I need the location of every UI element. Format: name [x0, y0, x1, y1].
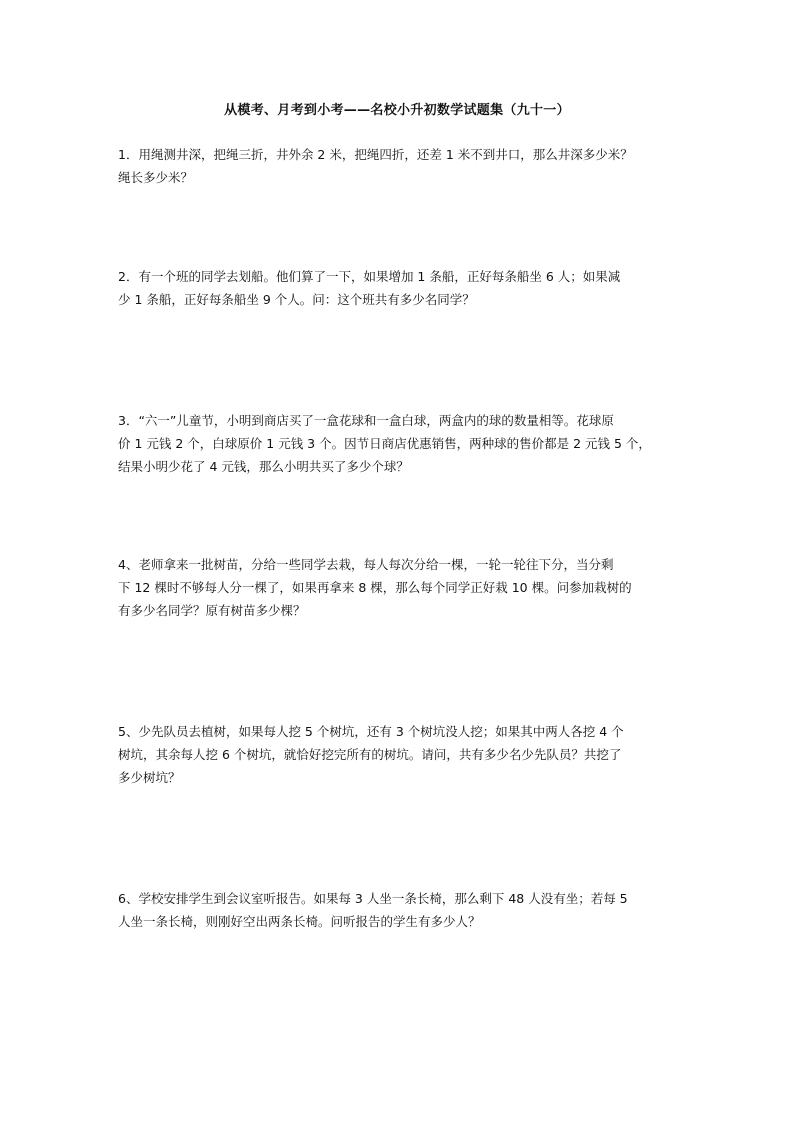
question-line: 4、老师拿来一批树苗，分给一些同学去栽，每人每次分给一棵，一轮一轮往下分，当分剩 [118, 557, 614, 572]
question-line: 6、学校安排学生到会议室听报告。如果每 3 人坐一条长椅，那么剩下 48 人没有坐；若每 5 [118, 891, 628, 906]
question-line: 3．“六一”儿童节，小明到商店买了一盒花球和一盒白球，两盒内的球的数量相等。花球原 [118, 413, 614, 428]
question-2 [118, 265, 678, 311]
question-line: 有多少名同学？原有树苗多少棵？ [118, 603, 306, 618]
question-line: 少 1 条船，正好每条船坐 9 个人。问：这个班共有多少名同学？ [118, 292, 475, 307]
question-line: 2．有一个班的同学去划船。他们算了一下，如果增加 1 条船，正好每条船坐 6 人；如果减 [118, 269, 621, 284]
question-line: 价 1 元钱 2 个，白球原价 1 元钱 3 个。因节日商店优惠销售，两种球的售价都是 2 元钱 5 个， [118, 436, 651, 451]
question-line: 下 12 棵时不够每人分一棵了，如果再拿来 8 棵，那么每个同学正好栽 10 棵。问参加栽树的 [118, 580, 632, 595]
question-3 [118, 409, 678, 478]
question-6 [118, 887, 678, 933]
question-1 [118, 143, 678, 189]
question-line: 绳长多少米？ [118, 170, 194, 185]
question-line: 人坐一条长椅，则刚好空出两条长椅。问听报告的学生有多少人？ [118, 914, 481, 929]
page-title: 从模考、月考到小考——名校小升初数学试题集（九十一） [224, 103, 570, 118]
question-4 [118, 553, 678, 622]
question-line: 1．用绳测井深，把绳三折，井外余 2 米，把绳四折，还差 1 米不到井口，那么井深多少米？ [118, 147, 633, 162]
question-line: 树坑，其余每人挖 6 个树坑，就恰好挖完所有的树坑。请问，共有多少名少先队员？共挖了 [118, 747, 622, 762]
question-5 [118, 720, 678, 789]
question-line: 结果小明少花了 4 元钱，那么小明共买了多少个球？ [118, 459, 409, 474]
question-line: 5、少先队员去植树，如果每人挖 5 个树坑，还有 3 个树坑没人挖；如果其中两人各挖 4 个 [118, 724, 624, 739]
question-line: 多少树坑？ [118, 770, 181, 785]
